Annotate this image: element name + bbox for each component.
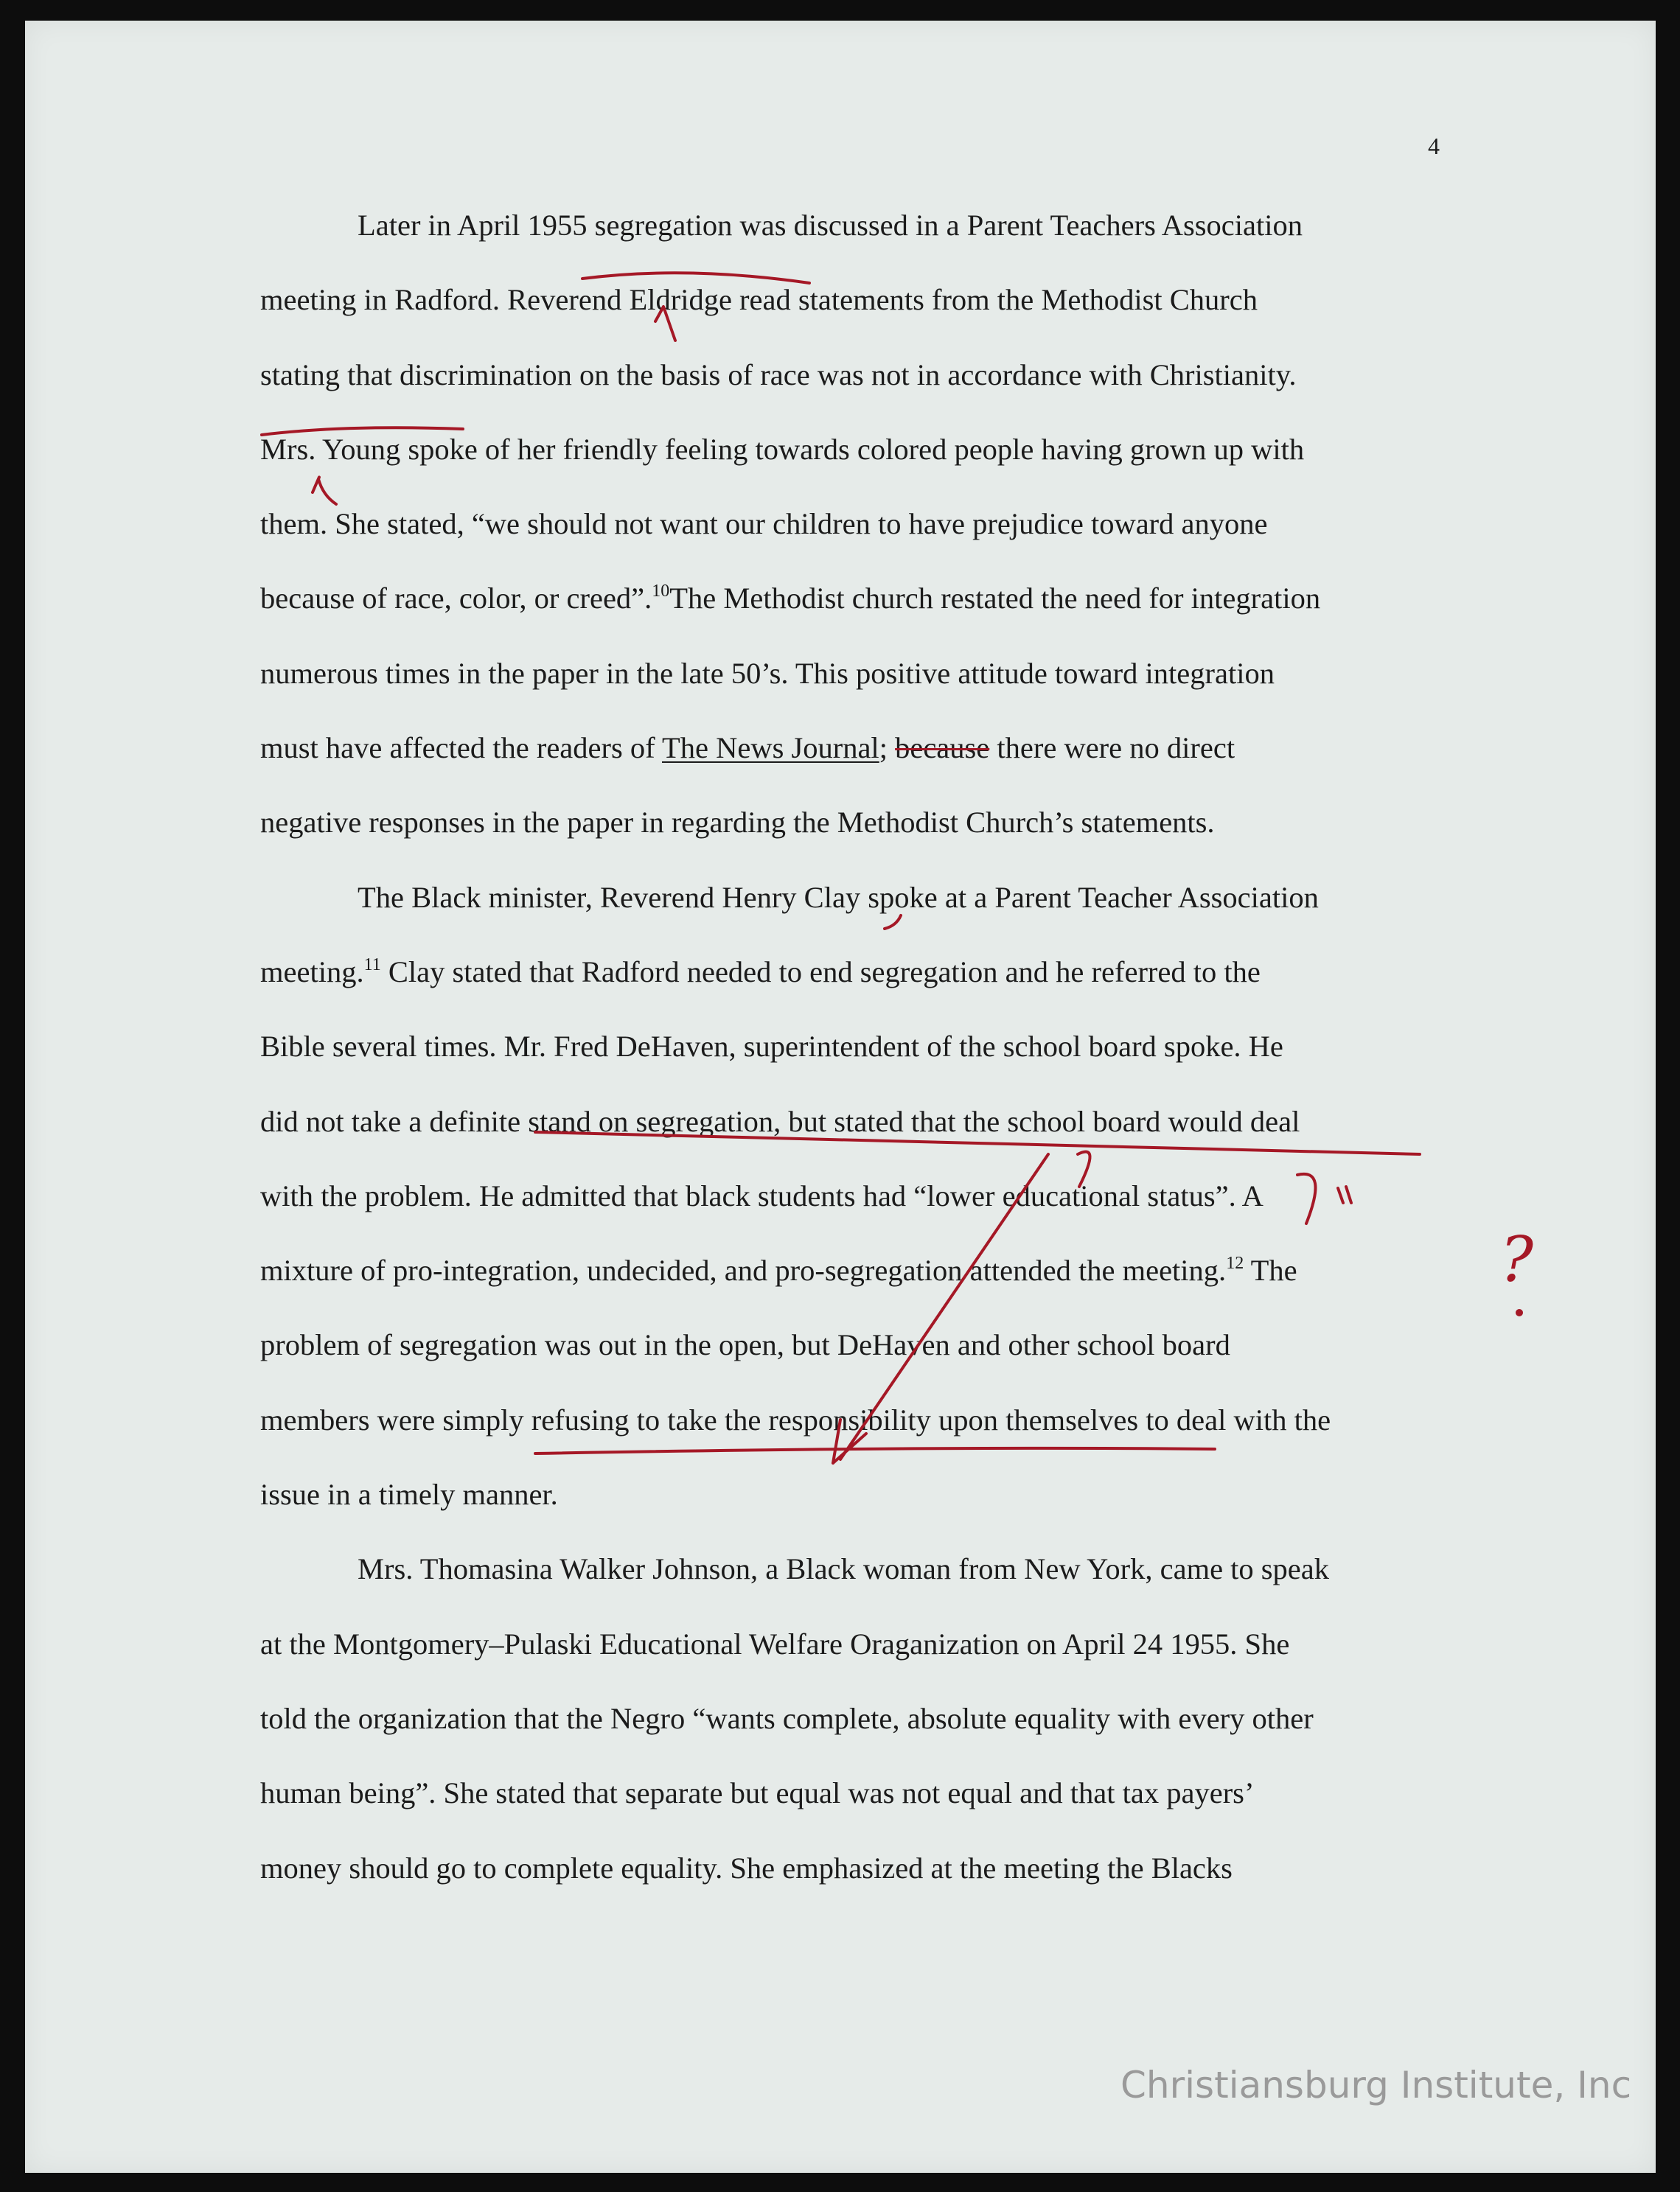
body-text — [260, 188, 1425, 1905]
text-line — [260, 935, 1425, 1009]
text-run: mixture of pro-integration, undecided, and pro-segregation attended the meeting. — [260, 1254, 1227, 1288]
text-run: The — [1244, 1254, 1297, 1288]
text-line: money should go to complete equality. She emphasized at the meeting the Blacks — [260, 1851, 1233, 1885]
text-line — [260, 1233, 1425, 1308]
text-line: them. She stated, “we should not want our children to have prejudice toward anyone — [260, 507, 1268, 541]
text-line: stating that discrimination on the basis of race was not in accordance with Christianity. — [260, 357, 1297, 391]
text-line: problem of segregation was out in the open, but DeHaven and other school board — [260, 1328, 1230, 1362]
text-line: Mrs. Thomasina Walker Johnson, a Black woman from New York, came to speak — [358, 1552, 1330, 1586]
text-run: The Methodist church restated the need for integration — [669, 582, 1321, 615]
text-line: Later in April 1955 segregation was discussed in a Parent Teachers Association — [358, 209, 1303, 242]
text-run: because of race, color, or creed”. — [260, 582, 652, 615]
text-run: Clay stated that Radford needed to end segregation and he referred to the — [380, 954, 1261, 988]
text-run: must have affected the readers of — [260, 731, 663, 765]
page-number: 4 — [1428, 133, 1440, 159]
footnote-ref: 10 — [652, 582, 670, 601]
footnote-ref: 12 — [1226, 1254, 1244, 1274]
footnote-ref: 11 — [363, 954, 381, 974]
publication-title: The News Journal — [662, 731, 879, 765]
text-line: with the problem. He admitted that black students had “lower educational status”. A — [260, 1179, 1264, 1212]
text-run: ; — [879, 731, 896, 765]
text-line — [260, 711, 1425, 785]
text-line: issue in a timely manner. — [260, 1478, 558, 1512]
text-run: there were no direct — [989, 731, 1235, 765]
struck-word: because — [895, 731, 990, 765]
text-line: negative responses in the paper in regarding the Methodist Church’s statements. — [260, 806, 1215, 840]
text-line: meeting in Radford. Reverend Eldridge read statements from the Methodist Church — [260, 283, 1258, 317]
text-line: told the organization that the Negro “wants complete, absolute equality with every other — [260, 1701, 1314, 1735]
text-line: numerous times in the paper in the late 50’s. This positive attitude toward integration — [260, 656, 1275, 690]
text-line: Mrs. Young spoke of her friendly feeling towards colored people having grown up with — [260, 432, 1305, 466]
text-line — [260, 561, 1425, 635]
text-line: The Black minister, Reverend Henry Clay spoke at a Parent Teacher Association — [358, 880, 1319, 914]
text-line: at the Montgomery–Pulaski Educational Welfare Oraganization on April 24 1955. She — [260, 1627, 1290, 1661]
watermark: Christiansburg Institute, Inc — [1120, 2064, 1632, 2107]
text-line: members were simply refusing to take the responsibility upon themselves to deal with the — [260, 1403, 1331, 1437]
text-line: did not take a definite stand on segregation, but stated that the school board would deal — [260, 1104, 1300, 1138]
paragraph-3 — [260, 1532, 1425, 1905]
annotation-question-mark: ? — [1500, 1224, 1534, 1296]
paragraph-1 — [260, 188, 1425, 860]
text-line: human being”. She stated that separate but equal was not equal and that tax payers’ — [260, 1776, 1255, 1810]
text-run: meeting. — [260, 954, 364, 988]
text-line: Bible several times. Mr. Fred DeHaven, superintendent of the school board spoke. He — [260, 1030, 1283, 1064]
paragraph-2 — [260, 860, 1425, 1532]
